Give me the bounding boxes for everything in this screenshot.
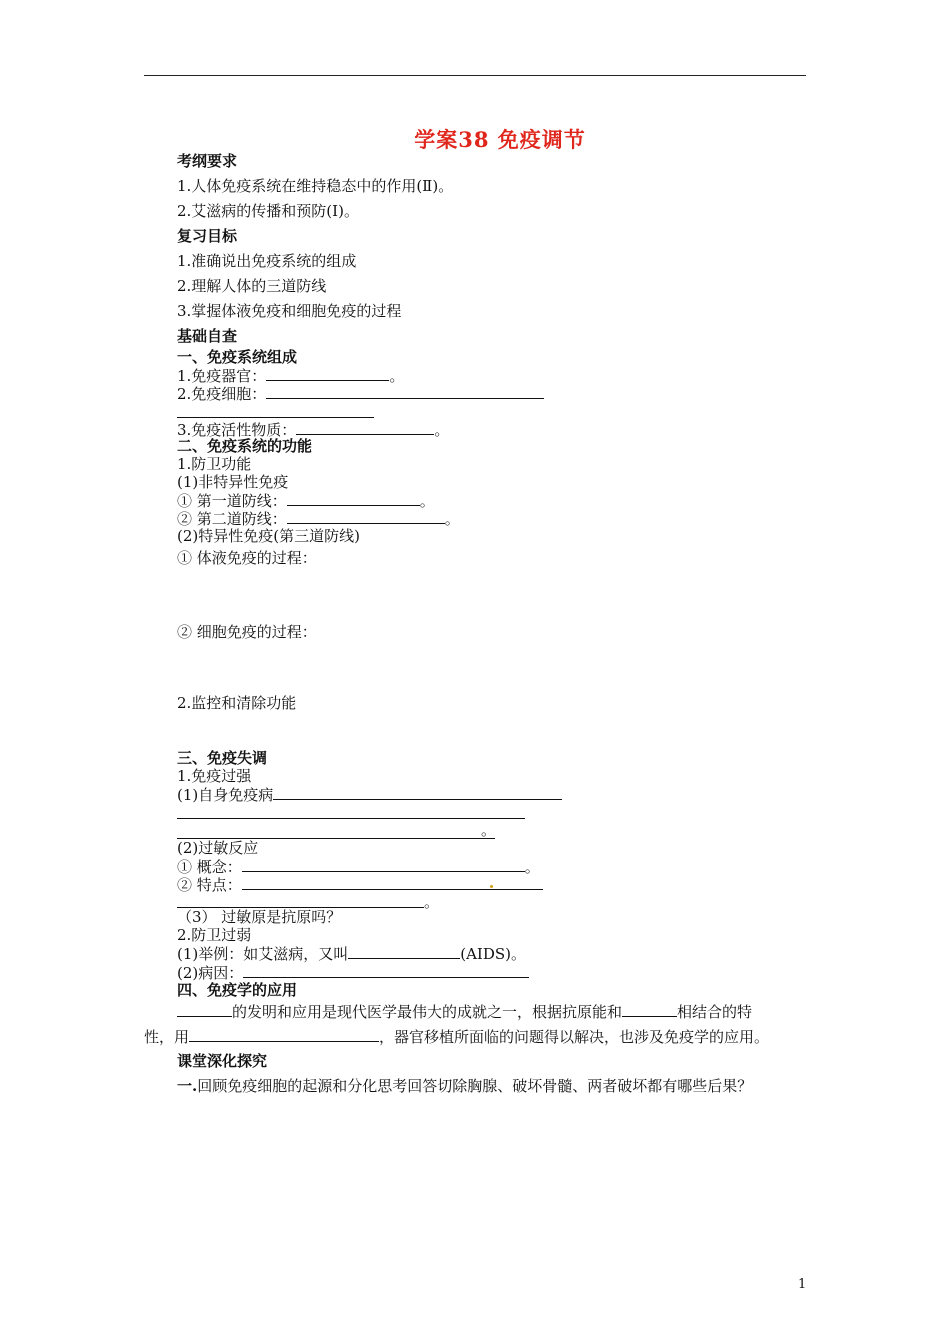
s3-q1-3: （3） 过敏原是抗原吗？ xyxy=(177,908,342,926)
s3-q1-2b xyxy=(177,875,543,894)
s4-text-2a: 性，用 xyxy=(144,1028,190,1046)
blank-autoimmune-cont-1[interactable] xyxy=(177,818,525,819)
s4-text-2b: ，器官移植所面临的问题得以解决，也涉及免疫学的应用。 xyxy=(379,1028,770,1046)
s3-q2-1b: (AIDS)。 xyxy=(460,945,527,963)
blank-first-line[interactable] xyxy=(287,491,420,506)
section-heading-kaogang: 考纲要求 xyxy=(177,152,238,170)
fuxi-item-1: 1.准确说出免疫系统的组成 xyxy=(177,252,357,270)
s2-q1-2: (2)特异性免疫(第三道防线) xyxy=(177,527,360,545)
blank-autoimmune[interactable] xyxy=(273,785,562,800)
header-rule xyxy=(144,75,806,76)
blank-antibody[interactable] xyxy=(622,1002,677,1017)
s4-line-1 xyxy=(177,1002,752,1021)
blank-immunosuppressant[interactable] xyxy=(189,1027,379,1042)
s1-q2-label: 2.免疫细胞： xyxy=(177,385,267,403)
s3-q2-1a: (1)举例：如艾滋病，又叫 xyxy=(177,945,349,963)
period: 。 xyxy=(424,893,440,911)
blank-active-substances[interactable] xyxy=(296,420,434,435)
blank-second-line[interactable] xyxy=(287,509,445,524)
s3-q1-2a-label: ① 概念： xyxy=(177,858,242,876)
kaogang-item-1: 1.人体免疫系统在维持稳态中的作用(Ⅱ)。 xyxy=(177,177,454,195)
period: 。 xyxy=(524,858,540,876)
s2-q1-1b xyxy=(177,509,460,528)
period: 。 xyxy=(444,510,460,528)
s3-q2-2-label: (2)病因： xyxy=(177,964,244,982)
blank-immune-cells[interactable] xyxy=(266,384,544,399)
s3-q2: 2.防卫过弱 xyxy=(177,926,252,944)
blank-vaccine[interactable] xyxy=(177,1002,232,1017)
blank-cause[interactable] xyxy=(243,963,529,978)
s2-q1-1: (1)非特异性免疫 xyxy=(177,473,289,491)
s2-heading: 二、免疫系统的功能 xyxy=(177,437,313,455)
s3-q1: 1.免疫过强 xyxy=(177,767,252,785)
s1-q3-label: 3.免疫活性物质： xyxy=(177,421,297,439)
s3-q1-2: (2)过敏反应 xyxy=(177,839,259,857)
s1-q1 xyxy=(177,366,404,385)
blank-aids-name[interactable] xyxy=(348,944,460,959)
s2-q1-1b-label: ② 第二道防线： xyxy=(177,510,287,528)
tanjiu-q1-num: 一. xyxy=(177,1077,198,1095)
section-heading-tanjiu: 课堂深化探究 xyxy=(177,1052,268,1070)
section-heading-fuxi: 复习目标 xyxy=(177,227,238,245)
kaogang-item-2: 2.艾滋病的传播和预防(Ⅰ)。 xyxy=(177,202,359,220)
blank-immune-organs[interactable] xyxy=(266,366,389,381)
s2-q2: 2.监控和清除功能 xyxy=(177,694,297,712)
s2-q1-1a xyxy=(177,491,435,510)
s3-q2-1 xyxy=(177,944,526,963)
s2-q1: 1.防卫功能 xyxy=(177,455,252,473)
page-number: 1 xyxy=(798,1277,807,1292)
s3-heading: 三、免疫失调 xyxy=(177,749,268,767)
period: 。 xyxy=(419,492,435,510)
s3-q1-1-label: (1)自身免疫病 xyxy=(177,786,274,804)
s3-q1-2a xyxy=(177,857,540,876)
mark-dot xyxy=(490,885,493,888)
s2-q1-1a-label: ① 第一道防线： xyxy=(177,492,287,510)
section-heading-jichu: 基础自查 xyxy=(177,327,238,345)
fuxi-item-2: 2.理解人体的三道防线 xyxy=(177,277,327,295)
blank-allergy-concept[interactable] xyxy=(242,857,525,872)
period: 。 xyxy=(481,821,497,839)
s1-q2 xyxy=(177,384,544,403)
s2-q1-2a: ① 体液免疫的过程： xyxy=(177,549,317,567)
s3-q1-2b-label: ② 特点： xyxy=(177,876,242,894)
period: 。 xyxy=(389,367,405,385)
page-title: 学案38 免疫调节 xyxy=(414,127,586,152)
period: 。 xyxy=(434,421,450,439)
s4-line-2 xyxy=(144,1027,769,1046)
fuxi-item-3: 3.掌握体液免疫和细胞免疫的过程 xyxy=(177,302,402,320)
s4-heading: 四、免疫学的应用 xyxy=(177,981,298,999)
blank-immune-cells-cont[interactable] xyxy=(177,417,374,418)
s1-q1-label: 1.免疫器官： xyxy=(177,367,267,385)
s2-q1-2b: ② 细胞免疫的过程： xyxy=(177,623,317,641)
s3-q1-1 xyxy=(177,785,562,804)
s4-text-1a: 的发明和应用是现代医学最伟大的成就之一，根据抗原能和 xyxy=(232,1003,623,1021)
blank-allergy-features[interactable] xyxy=(242,875,543,890)
s1-heading: 一、免疫系统组成 xyxy=(177,348,298,366)
s4-text-1b: 相结合的特 xyxy=(677,1003,753,1021)
s3-q2-2 xyxy=(177,963,529,982)
tanjiu-q1-text: 回顾免疫细胞的起源和分化思考回答切除胸腺、破坏骨髓、两者破坏都有哪些后果？ xyxy=(197,1077,753,1095)
tanjiu-q1 xyxy=(177,1077,752,1095)
